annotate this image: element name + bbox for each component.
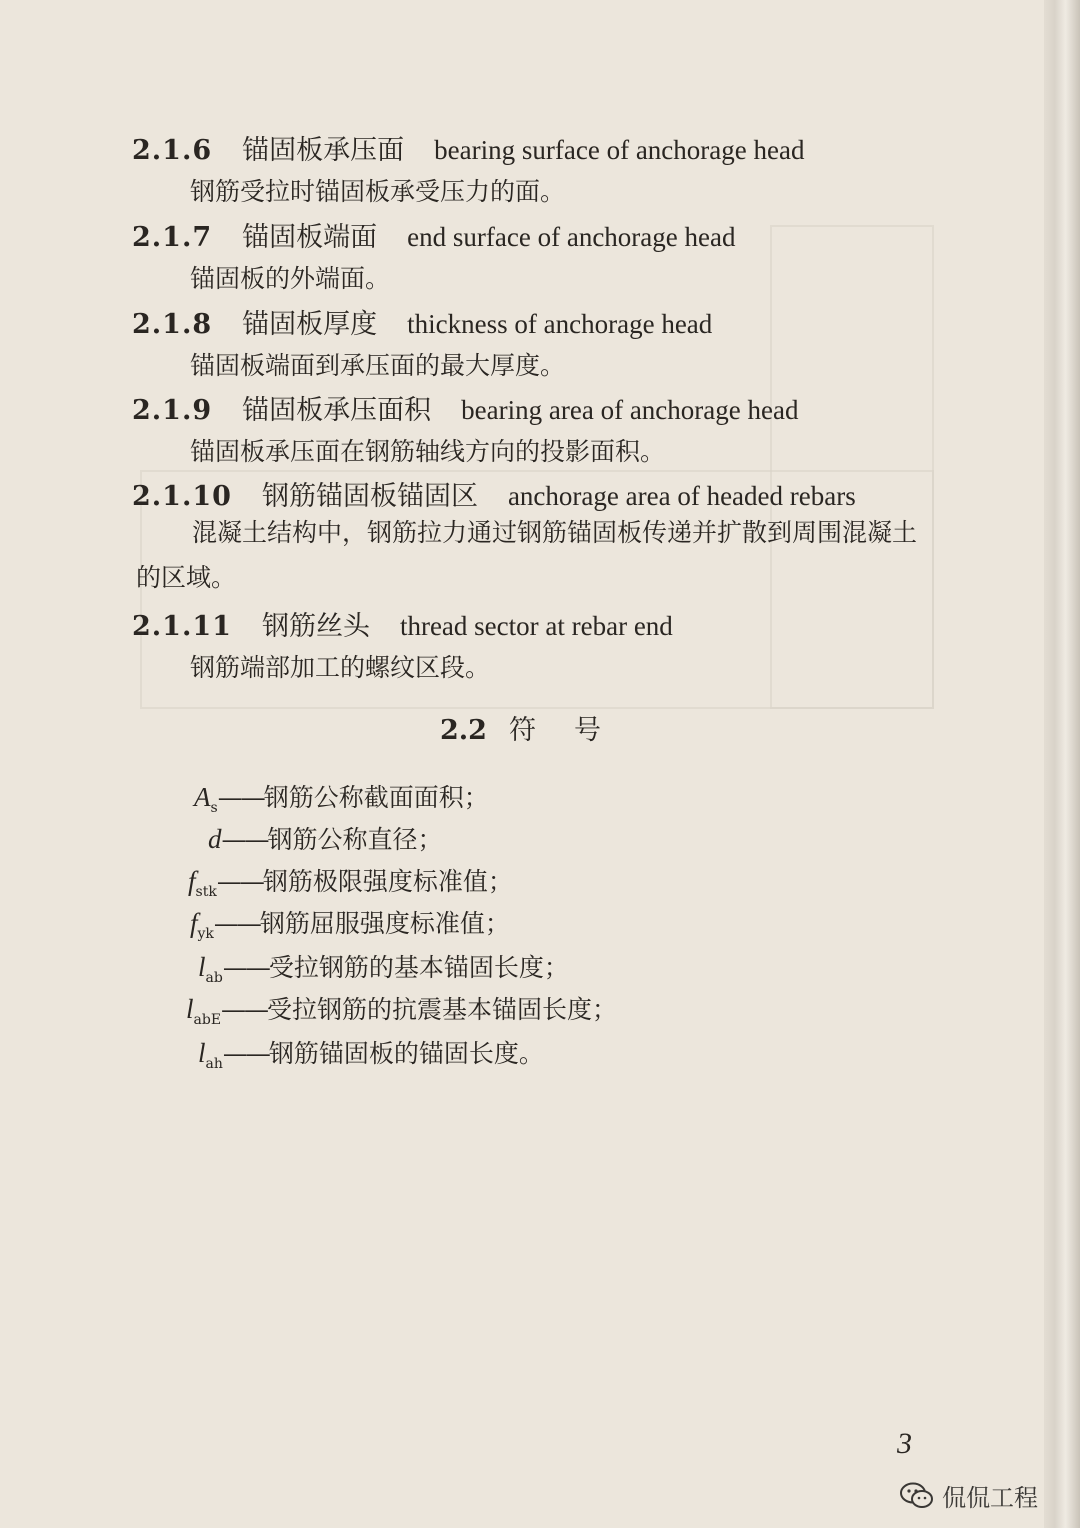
symbol-dash: ——	[221, 995, 268, 1024]
term-english: anchorage area of headed rebars	[507, 481, 856, 511]
symbol-subscript: s	[210, 800, 218, 816]
symbol-dash: ——	[217, 783, 264, 812]
symbol-description: 钢筋公称截面面积；	[263, 783, 489, 812]
symbol-dash: ——	[222, 953, 269, 982]
term-definition: 钢筋端部加工的螺纹区段。	[190, 653, 491, 682]
symbol-description: 钢筋屈服强度标准值；	[259, 909, 510, 938]
watermark	[900, 1478, 1038, 1513]
symbol-description: 钢筋锚固板的锚固长度。	[268, 1039, 544, 1068]
term-english: thread sector at rebar end	[399, 611, 673, 641]
term-number: 2.1.7	[132, 222, 213, 253]
symbol-subscript: ah	[205, 1056, 223, 1072]
term-definition: 钢筋受拉时锚固板承受压力的面。	[190, 177, 566, 206]
term-definition: 锚固板的外端面。	[190, 264, 391, 293]
page-edge	[1044, 0, 1080, 1528]
term-number: 2.1.8	[132, 309, 213, 340]
symbol-variable: l	[198, 952, 206, 982]
term-chinese: 钢筋丝头	[261, 611, 370, 642]
symbol-row	[208, 820, 443, 856]
symbol-subscript: ab	[205, 970, 223, 986]
symbol-dash: ——	[213, 909, 260, 938]
symbol-description: 钢筋极限强度标准值；	[262, 867, 513, 896]
symbol-dash: ——	[216, 867, 263, 896]
symbol-variable: A	[194, 782, 211, 812]
term-heading	[132, 474, 856, 513]
term-english: bearing surface of anchorage head	[434, 135, 805, 165]
term-english: end surface of anchorage head	[407, 222, 736, 252]
section-title: 符号	[508, 715, 639, 746]
symbol-variable: f	[190, 908, 198, 938]
symbol-variable: l	[198, 1038, 206, 1068]
section-heading	[440, 708, 639, 747]
symbol-row	[198, 1034, 544, 1072]
wechat-icon	[900, 1482, 934, 1510]
term-definition: 锚固板承压面在钢筋轴线方向的投影面积。	[190, 437, 666, 466]
symbol-description: 钢筋公称直径；	[267, 825, 443, 854]
term-heading	[132, 128, 804, 167]
symbol-subscript: abE	[193, 1012, 222, 1028]
symbol-row	[188, 862, 513, 900]
symbol-row	[198, 948, 569, 986]
symbol-row	[186, 990, 617, 1028]
symbol-row	[194, 778, 489, 816]
section-number: 2.2	[440, 715, 487, 746]
symbol-subscript: stk	[195, 884, 217, 900]
term-heading	[132, 215, 735, 254]
term-english: bearing area of anchorage head	[461, 395, 799, 425]
page-number: 3	[897, 1427, 912, 1460]
term-chinese: 钢筋锚固板锚固区	[261, 481, 478, 512]
term-definition: 混凝土结构中，钢筋拉力通过钢筋锚固板传递并扩散到周围混凝土的区域。	[136, 518, 918, 592]
symbol-dash: ——	[222, 1039, 269, 1068]
term-number: 2.1.10	[132, 481, 232, 512]
term-chinese: 锚固板端面	[242, 222, 378, 253]
term-number: 2.1.11	[132, 611, 232, 642]
watermark-text: 侃侃工程	[942, 1484, 1038, 1512]
term-definition: 锚固板端面到承压面的最大厚度。	[190, 351, 566, 380]
term-chinese: 锚固板承压面积	[242, 395, 432, 426]
symbol-variable: l	[186, 994, 194, 1024]
symbol-variable: f	[188, 866, 196, 896]
symbol-description: 受拉钢筋的基本锚固长度；	[268, 953, 569, 982]
symbol-dash: ——	[221, 825, 268, 854]
term-chinese: 锚固板承压面	[242, 135, 405, 166]
term-heading	[132, 302, 712, 341]
term-heading	[132, 604, 673, 643]
symbol-description: 受拉钢筋的抗震基本锚固长度；	[267, 995, 618, 1024]
term-chinese: 锚固板厚度	[242, 309, 378, 340]
term-heading	[132, 388, 798, 427]
term-number: 2.1.6	[132, 135, 213, 166]
symbol-row	[190, 904, 510, 942]
term-number: 2.1.9	[132, 395, 213, 426]
symbol-subscript: yk	[197, 926, 214, 942]
symbol-variable: d	[208, 824, 222, 854]
term-english: thickness of anchorage head	[407, 309, 713, 339]
